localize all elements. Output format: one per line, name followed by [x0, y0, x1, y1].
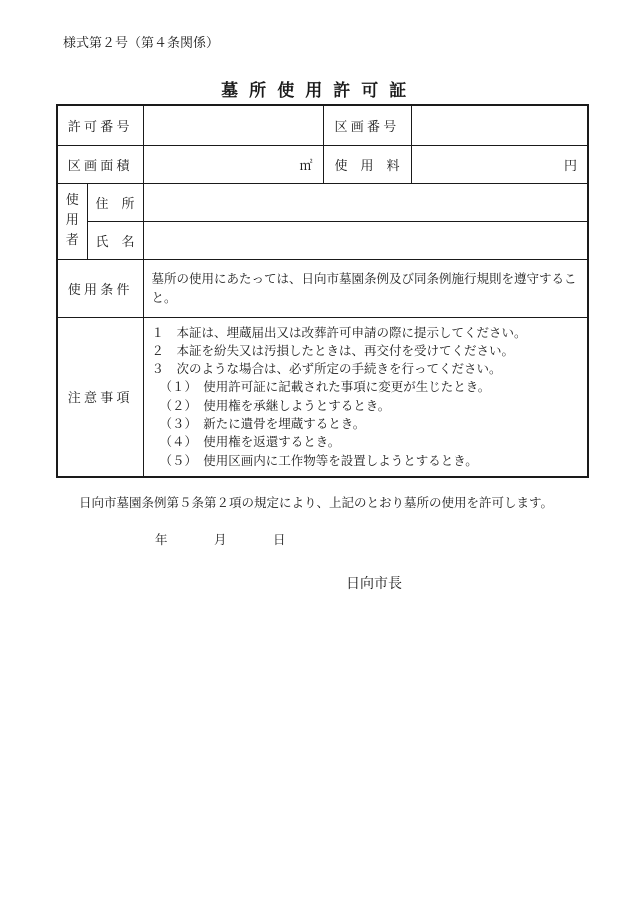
plot-area-label: 区画面積 — [57, 145, 143, 183]
row-area-fee — [57, 145, 588, 183]
note-item: １ 本証は、埋蔵届出又は改葬許可申請の際に提示してください。 — [151, 324, 527, 340]
user-label-char-3: 者 — [65, 233, 79, 248]
row-notes — [57, 317, 588, 477]
permit-table — [56, 104, 589, 478]
name-label: 氏 名 — [87, 221, 143, 259]
permit-number-value — [143, 105, 323, 145]
plot-number-label: 区画番号 — [323, 105, 411, 145]
document-title: 墓 所 使 用 許 可 証 — [221, 81, 409, 101]
address-value — [143, 183, 588, 221]
row-name — [57, 221, 588, 259]
user-label — [57, 183, 87, 259]
conditions-label: 使用条件 — [57, 259, 143, 317]
row-conditions — [57, 259, 588, 317]
sub-note-item: （５） 使用区画内に工作物等を設置しようとするとき。 — [159, 452, 478, 468]
user-label-char-1: 使 — [65, 193, 79, 208]
date-month-label: 月 — [213, 532, 227, 547]
permit-number-label: 許可番号 — [57, 105, 143, 145]
sub-note-item: （４） 使用権を返還するとき。 — [159, 434, 341, 450]
conditions-text: 墓所の使用にあたっては、日向市墓園条例及び同条例施行規則を遵守すること。 — [143, 259, 588, 317]
date-day-label: 日 — [272, 532, 286, 547]
notes-content — [143, 317, 588, 477]
issuer-name: 日向市長 — [346, 576, 402, 592]
issue-date — [155, 530, 285, 548]
sub-note-item: （１） 使用許可証に記載された事項に変更が生じたとき。 — [159, 379, 491, 395]
row-address — [57, 183, 588, 221]
notes-label: 注意事項 — [57, 317, 143, 477]
sub-note-item: （３） 新たに遺骨を埋蔵するとき。 — [159, 415, 366, 431]
address-label: 住 所 — [87, 183, 143, 221]
row-permit-number — [57, 105, 588, 145]
plot-number-value — [411, 105, 588, 145]
note-item: ２ 本証を紛失又は汚損したときは、再交付を受けてください。 — [151, 342, 515, 358]
authorization-statement: 日向市墓園条例第５条第２項の規定により、上記のとおり墓所の使用を許可します。 — [79, 495, 554, 510]
note-item: ３ 次のような場合は、必ず所定の手続きを行ってください。 — [151, 361, 502, 377]
usage-fee-label: 使 用 料 — [323, 145, 411, 183]
name-value — [143, 221, 588, 259]
plot-area-unit: ㎡ — [143, 145, 323, 183]
form-number: 様式第２号（第４条関係） — [63, 36, 220, 51]
sub-note-item: （２） 使用権を承継しようとするとき。 — [159, 397, 391, 413]
user-label-char-2: 用 — [65, 213, 79, 228]
date-year-label: 年 — [155, 532, 168, 547]
usage-fee-unit: 円 — [411, 145, 588, 183]
